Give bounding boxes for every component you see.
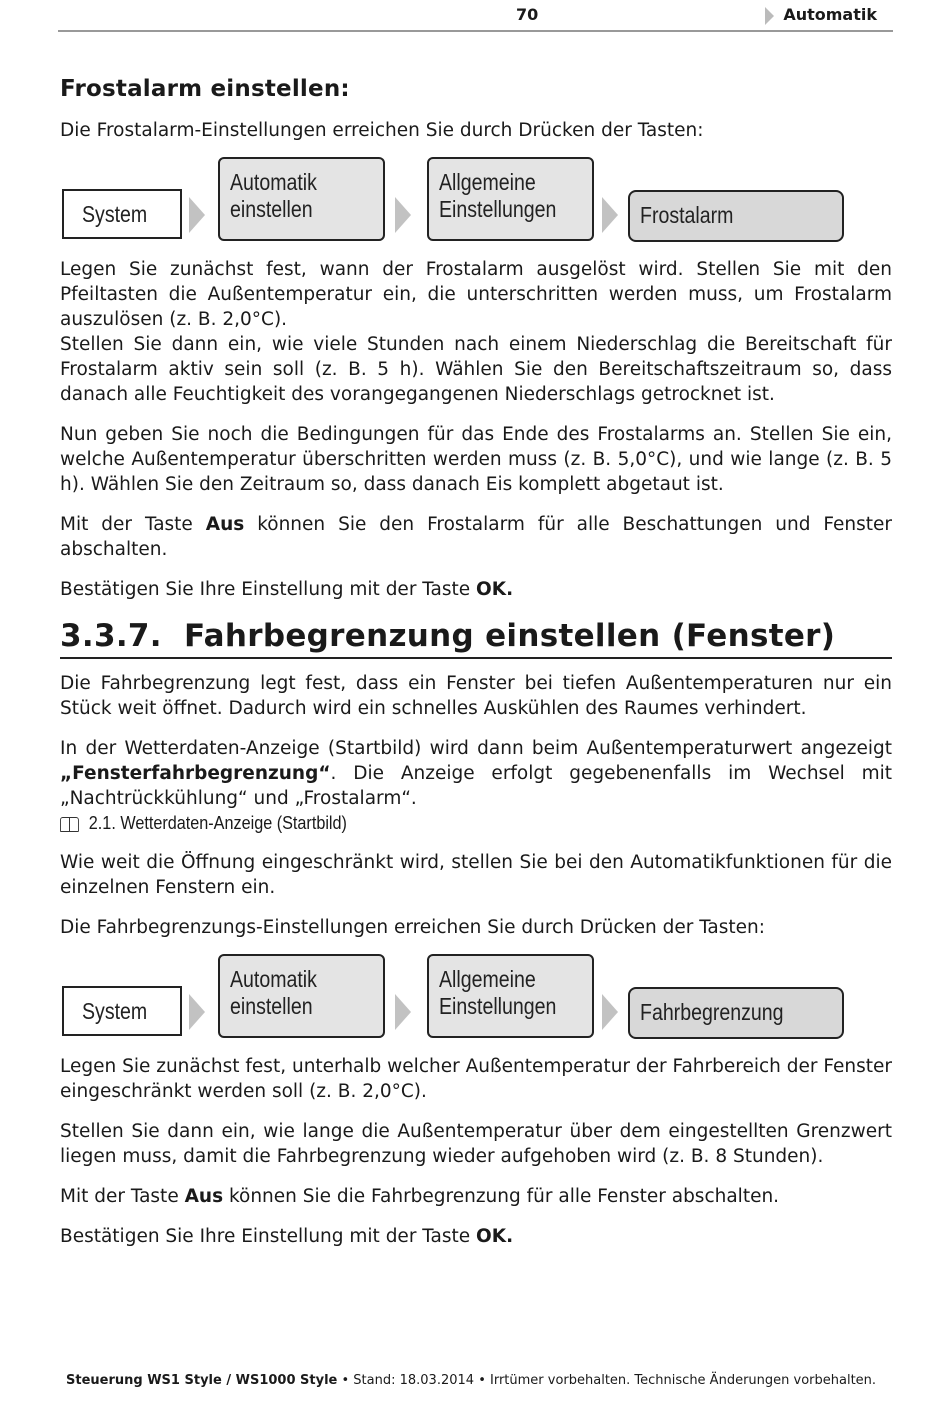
drive-paragraph-3: Wie weit die Öffnung eingeschränkt wird, stellen Sie bei den Automatikfunktionen für die einzelnen Fenstern ein. [60, 852, 892, 898]
chapter-label: Automatik [783, 5, 877, 24]
frost-paragraph-5: Bestätigen Sie Ihre Einstellung mit der Taste OK. [60, 579, 514, 600]
drive-limit-section-title: 3.3.7. Fahrbegrenzung einstellen (Fenster) [60, 618, 892, 659]
drive-paragraph-5: Stellen Sie dann ein, wie lange die Außentemperatur über dem eingestellten Grenzwert liegen muss, damit die Fahrbegrenzung wieder aufgehoben wird (z. B. 8 Stunden). [60, 1121, 892, 1167]
frost-paragraph-4: Mit der Taste Aus können Sie den Frostalarm für alle Beschattungen und Fenster abschalten. [60, 514, 892, 560]
drive-intro: Die Fahrbegrenzungs-Einstellungen erreichen Sie durch Drücken der Tasten: [60, 917, 766, 938]
system-key: System [62, 986, 182, 1036]
chapter-title [783, 5, 877, 24]
cross-reference[interactable] [60, 813, 809, 834]
frostalarm-key: Frostalarm [628, 190, 844, 242]
automatik-einstellen-key: Automatik einstellen [218, 157, 385, 241]
drive-paragraph-4: Legen Sie zunächst fest, unterhalb welcher Außentemperatur der Fahrbereich der Fenster eingeschränkt werden soll (z. B. 2,0°C). [60, 1056, 892, 1102]
frost-paragraph-2: Stellen Sie dann ein, wie viele Stunden nach einem Niederschlag die Bereitschaft für Frostalarm aktiv sein soll (z. B. 5 h). Wählen Sie den Bereitschaftszeitraum so, dass danach alle Feuchtigkeit des vorangegangenen Niederschlags getrocknet ist. [60, 334, 892, 405]
arrow-right-icon [395, 197, 411, 233]
page-header [58, 0, 893, 32]
frost-section-title: Frostalarm einstellen: [60, 76, 350, 102]
drive-paragraph-1: Die Fahrbegrenzung legt fest, dass ein Fenster bei tiefen Außentemperaturen nur ein Stück weit öffnet. Dadurch wird ein schnelles Auskühlen des Raumes verhindert. [60, 673, 892, 719]
drive-paragraph-6: Mit der Taste Aus können Sie die Fahrbegrenzung für alle Fenster abschalten. [60, 1186, 780, 1207]
chevron-right-icon [765, 7, 774, 25]
footer-disclaimer: Irrtümer vorbehalten. Technische Änderungen vorbehalten. [490, 1373, 877, 1388]
cross-reference-label: 2.1. Wetterdaten-Anzeige (Startbild) [88, 813, 347, 833]
footer-status: Stand: 18.03.2014 [353, 1373, 475, 1388]
book-icon [60, 816, 80, 832]
automatik-einstellen-key: Automatik einstellen [218, 954, 385, 1038]
frost-key-sequence [60, 157, 892, 245]
frost-paragraph-3: Nun geben Sie noch die Bedingungen für das Ende des Frostalarms an. Stellen Sie ein, welche Außentemperatur überschritten werden muss (z. B. 5,0°C), und wie lange (z. B. 5 h). Wählen Sie den Zeitraum so, dass danach Eis komplett abgetaut ist. [60, 424, 892, 495]
arrow-right-icon [189, 994, 205, 1030]
page-footer [66, 1373, 876, 1388]
footer-separator: • [474, 1373, 490, 1388]
page-content [60, 76, 892, 1264]
allgemeine-einstellungen-key: Allgemeine Einstellungen [427, 157, 594, 241]
drive-key-sequence [60, 954, 892, 1042]
system-key: System [62, 189, 182, 239]
arrow-right-icon [602, 197, 618, 233]
drive-paragraph-2: In der Wetterdaten-Anzeige (Startbild) wird dann beim Außentemperaturwert angezeigt „Fensterfahrbegrenzung“. Die Anzeige erfolgt gegebenenfalls im Wechsel mit „Nachtrückkühlung“ und „Frostalarm“. [60, 738, 892, 809]
arrow-right-icon [602, 994, 618, 1030]
page-number: 70 [516, 5, 539, 24]
drive-paragraph-7: Bestätigen Sie Ihre Einstellung mit der Taste OK. [60, 1226, 514, 1247]
frost-intro: Die Frostalarm-Einstellungen erreichen Sie durch Drücken der Tasten: [60, 120, 704, 141]
footer-product: Steuerung WS1 Style / WS1000 Style [66, 1373, 338, 1388]
frost-paragraph-1: Legen Sie zunächst fest, wann der Frostalarm ausgelöst wird. Stellen Sie mit den Pfeiltasten die Außentemperatur ein, die unterschritten werden muss, um Frostalarm auszulösen (z. B. 2,0°C). [60, 259, 892, 330]
allgemeine-einstellungen-key: Allgemeine Einstellungen [427, 954, 594, 1038]
footer-separator: • [337, 1373, 354, 1388]
fahrbegrenzung-key: Fahrbegrenzung [628, 987, 844, 1039]
arrow-right-icon [189, 197, 205, 233]
arrow-right-icon [395, 994, 411, 1030]
